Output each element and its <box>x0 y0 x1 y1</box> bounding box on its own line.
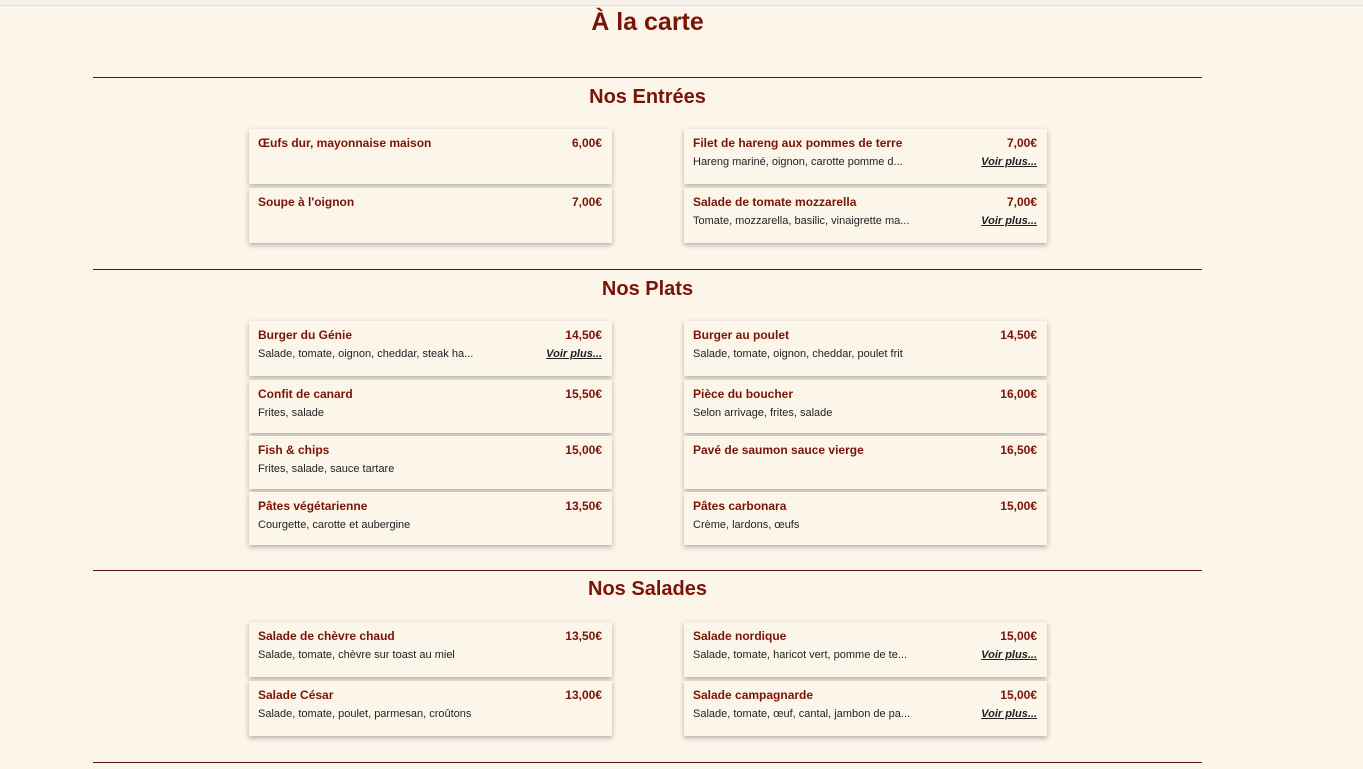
item-price: 16,50€ <box>1000 443 1037 457</box>
item-description: Frites, salade <box>258 407 325 419</box>
item-description: Hareng mariné, oignon, carotte pomme d... <box>693 156 903 168</box>
menu-item-card[interactable] <box>684 622 1047 677</box>
item-description: Salade, tomate, oignon, cheddar, poulet frit <box>693 348 903 360</box>
section-divider <box>93 762 1202 763</box>
see-more-link[interactable]: Voir plus... <box>981 156 1037 168</box>
item-price: 7,00€ <box>1006 136 1037 150</box>
item-price: 15,00€ <box>1000 688 1037 702</box>
menu-item-card[interactable] <box>684 321 1047 376</box>
section-divider <box>93 77 1202 78</box>
item-name: Salade nordique <box>693 629 787 643</box>
item-description: Tomate, mozzarella, basilic, vinaigrette ma... <box>693 215 910 227</box>
item-name: Confit de canard <box>258 387 353 401</box>
top-bar <box>0 0 1363 6</box>
menu-item-card[interactable] <box>684 129 1047 184</box>
menu-item-card[interactable] <box>249 622 612 677</box>
item-description: Salade, tomate, œuf, cantal, jambon de pa... <box>693 708 911 720</box>
item-price: 15,50€ <box>565 387 602 401</box>
item-name: Fish & chips <box>258 443 330 457</box>
item-name: Pâtes carbonara <box>693 499 787 513</box>
item-price: 6,00€ <box>571 136 602 150</box>
item-price: 13,00€ <box>565 688 602 702</box>
item-name: Salade de tomate mozzarella <box>693 195 857 209</box>
item-name: Œufs dur, mayonnaise maison <box>258 136 432 150</box>
menu-item-card[interactable] <box>249 129 612 184</box>
item-price: 15,00€ <box>1000 499 1037 513</box>
item-name: Salade campagnarde <box>693 688 814 702</box>
section-title-entrees: Nos Entrées <box>589 86 706 108</box>
page-title: À la carte <box>591 8 704 36</box>
menu-item-card[interactable] <box>684 681 1047 736</box>
item-description: Salade, tomate, poulet, parmesan, croûtons <box>258 708 472 720</box>
menu-item-card[interactable] <box>249 681 612 736</box>
see-more-link[interactable]: Voir plus... <box>981 649 1037 661</box>
menu-item-card[interactable] <box>684 380 1047 433</box>
item-name: Salade de chèvre chaud <box>258 629 395 643</box>
item-name: Soupe à l'oignon <box>258 195 355 209</box>
section-title-plats: Nos Plats <box>601 278 694 300</box>
item-description: Selon arrivage, frites, salade <box>693 407 833 419</box>
item-name: Burger du Génie <box>258 328 353 342</box>
item-price: 16,00€ <box>1000 387 1037 401</box>
section-divider <box>93 269 1202 270</box>
item-price: 15,00€ <box>565 443 602 457</box>
item-name: Pièce du boucher <box>693 387 794 401</box>
item-name: Filet de hareng aux pommes de terre <box>693 136 903 150</box>
item-description: Salade, tomate, oignon, cheddar, steak ha... <box>258 348 474 360</box>
menu-item-card[interactable] <box>249 380 612 433</box>
item-price: 7,00€ <box>571 195 602 209</box>
menu-item-card[interactable] <box>684 436 1047 489</box>
menu-item-card[interactable] <box>249 492 612 545</box>
item-name: Pavé de saumon sauce vierge <box>693 443 864 457</box>
section-title-salades: Nos Salades <box>588 578 707 600</box>
item-price: 15,00€ <box>1000 629 1037 643</box>
item-description: Frites, salade, sauce tartare <box>258 463 395 475</box>
menu-item-card[interactable] <box>249 436 612 489</box>
item-description: Salade, tomate, chèvre sur toast au miel <box>258 649 455 661</box>
item-name: Pâtes végétarienne <box>258 499 368 513</box>
see-more-link[interactable]: Voir plus... <box>546 348 602 360</box>
item-name: Burger au poulet <box>693 328 790 342</box>
item-description: Crème, lardons, œufs <box>693 519 800 531</box>
section-divider <box>93 570 1202 571</box>
menu-item-card[interactable] <box>249 188 612 243</box>
item-price: 13,50€ <box>565 629 602 643</box>
item-description: Salade, tomate, haricot vert, pomme de te... <box>693 649 907 661</box>
item-price: 7,00€ <box>1006 195 1037 209</box>
item-price: 14,50€ <box>565 328 602 342</box>
item-price: 14,50€ <box>1000 328 1037 342</box>
item-name: Salade César <box>258 688 334 702</box>
item-description: Courgette, carotte et aubergine <box>258 519 411 531</box>
see-more-link[interactable]: Voir plus... <box>981 215 1037 227</box>
see-more-link[interactable]: Voir plus... <box>981 708 1037 720</box>
item-price: 13,50€ <box>565 499 602 513</box>
menu-item-card[interactable] <box>684 492 1047 545</box>
menu-item-card[interactable] <box>684 188 1047 243</box>
menu-item-card[interactable] <box>249 321 612 376</box>
